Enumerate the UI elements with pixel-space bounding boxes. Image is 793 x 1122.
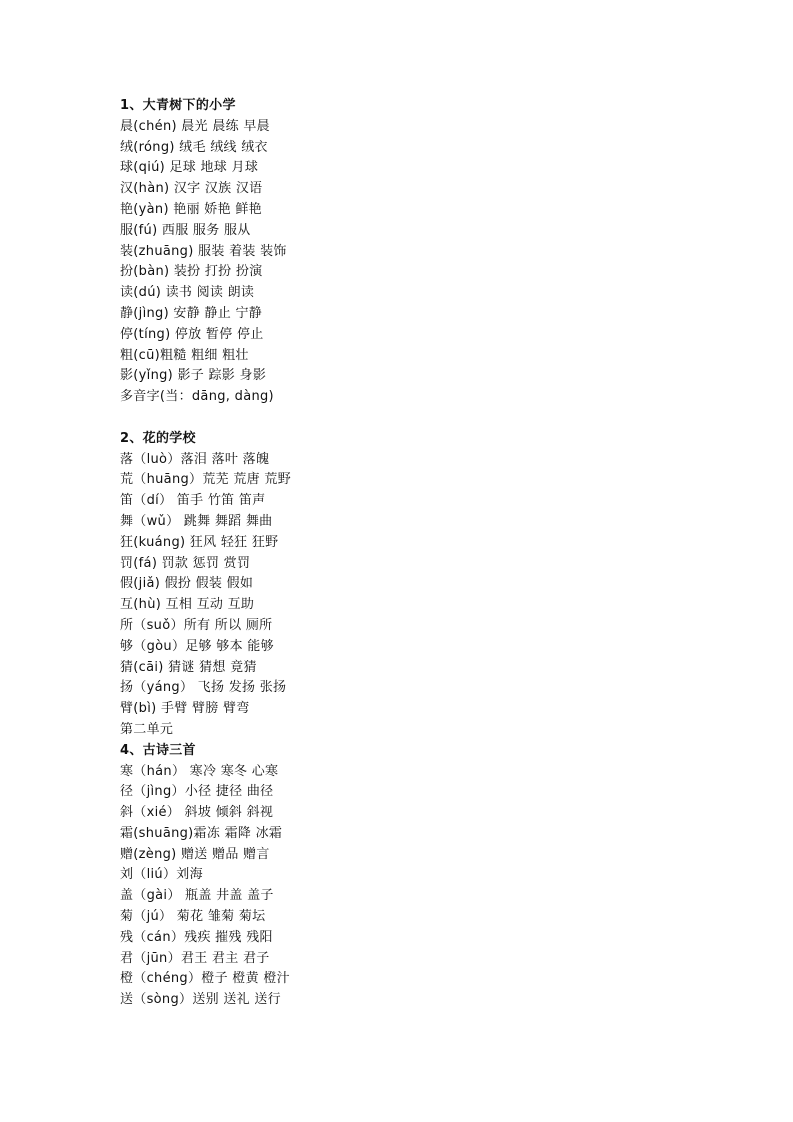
- vocab-line: 互(hù) 互相 互动 互助: [120, 597, 255, 613]
- vocab-line: 舞（wǔ） 跳舞 舞蹈 舞曲: [120, 513, 273, 529]
- vocab-line: 罚(fá) 罚款 惩罚 赏罚: [120, 555, 251, 571]
- vocab-line: 送（sòng）送别 送礼 送行: [120, 992, 281, 1008]
- vocab-line: 刘（liú）刘海: [120, 867, 203, 883]
- vocab-line: 菊（jú） 菊花 雏菊 菊坛: [120, 909, 266, 925]
- vocab-line: 落（luò）落泪 落叶 落魄: [120, 451, 270, 467]
- vocab-line: 影(yǐng) 影子 踪影 身影: [120, 368, 267, 384]
- vocab-line: 晨(chén) 晨光 晨练 早晨: [120, 118, 270, 134]
- vocab-line: 寒（hán） 寒冷 寒冬 心寒: [120, 763, 279, 779]
- vocab-line: 霜(shuāng)霜冻 霜降 冰霜: [120, 825, 283, 841]
- vocab-line: 绒(róng) 绒毛 绒线 绒衣: [120, 139, 268, 155]
- vocab-line: 静(jìng) 安静 静止 宁静: [120, 305, 263, 321]
- vocab-line: 径（jìng）小径 捷径 曲径: [120, 784, 274, 800]
- vocab-line: 盖（gài） 瓶盖 井盖 盖子: [120, 888, 274, 904]
- vocab-line: 假(jiǎ) 假扮 假装 假如: [120, 576, 254, 592]
- vocab-line: 扮(bàn) 装扮 打扮 扮演: [120, 264, 263, 280]
- section-title: 2、花的学校: [120, 430, 196, 446]
- vocab-line: 赠(zèng) 赠送 赠品 赠言: [120, 846, 270, 862]
- vocab-line: 读(dú) 读书 阅读 朗读: [120, 285, 255, 301]
- vocab-line: 停(tíng) 停放 暂停 停止: [120, 326, 264, 342]
- vocab-line: 服(fú) 西服 服务 服从: [120, 222, 251, 238]
- vocab-line: 笛（dí） 笛手 竹笛 笛声: [120, 493, 266, 509]
- vocab-line: 够（gòu）足够 够本 能够: [120, 638, 274, 654]
- vocab-line: 橙（chéng）橙子 橙黄 橙汁: [120, 971, 290, 987]
- vocab-line: 臂(bì) 手臂 臂膀 臂弯: [120, 701, 250, 717]
- section-spacer: [120, 408, 680, 429]
- vocab-line: 狂(kuáng) 狂风 轻狂 狂野: [120, 534, 279, 550]
- vocab-line: 扬（yáng） 飞扬 发扬 张扬: [120, 680, 287, 696]
- vocab-line: 斜（xié） 斜坡 倾斜 斜视: [120, 805, 274, 821]
- vocab-line: 球(qiú) 足球 地球 月球: [120, 160, 259, 176]
- vocab-line: 汉(hàn) 汉字 汉族 汉语: [120, 181, 263, 197]
- vocab-column: [120, 96, 680, 1011]
- vocab-line: 艳(yàn) 艳丽 娇艳 鲜艳: [120, 201, 262, 217]
- vocab-line: 荒（huāng）荒芜 荒唐 荒野: [120, 472, 292, 488]
- vocab-line: 装(zhuāng) 服装 着装 装饰: [120, 243, 287, 259]
- unit-label: 第二单元: [120, 721, 174, 737]
- vocab-line: 所（suǒ）所有 所以 厕所: [120, 617, 273, 633]
- vocab-line: 粗(cū)粗糙 粗细 粗壮: [120, 347, 249, 363]
- section-title: 4、古诗三首: [120, 742, 196, 758]
- section-title: 1、大青树下的小学: [120, 98, 236, 113]
- vocab-line: 君（jūn）君王 君主 君子: [120, 950, 270, 966]
- vocab-line: 猜(cāi) 猜谜 猜想 竟猜: [120, 659, 257, 675]
- polyphone-note: 多音字(当：dāng, dàng): [120, 389, 274, 405]
- vocab-line: 残（cán）残疾 摧残 残阳: [120, 929, 273, 945]
